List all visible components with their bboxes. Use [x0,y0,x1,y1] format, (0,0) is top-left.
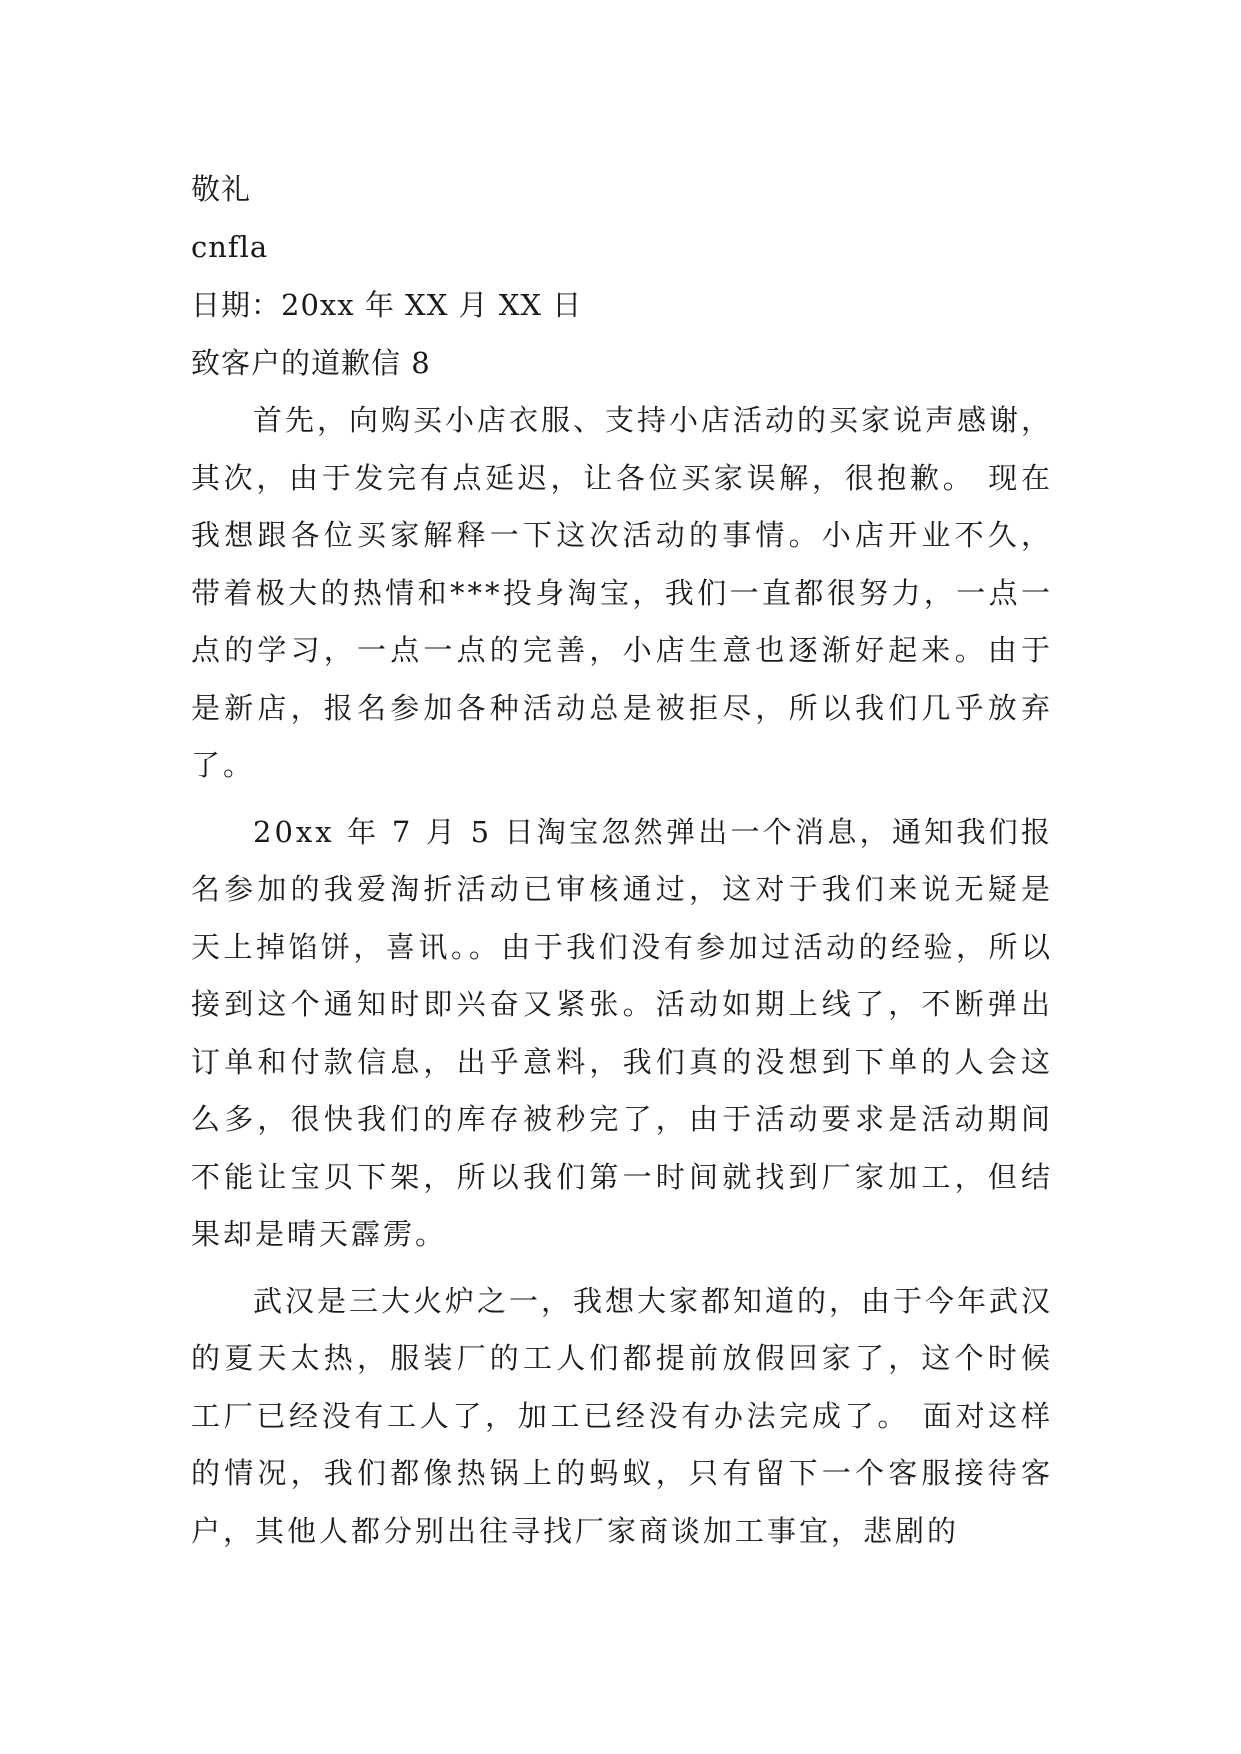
date-line: 日期：20xx 年 XX 月 XX 日 [191,288,583,322]
letter-title: 致客户的道歉信 8 [191,346,431,380]
paragraph-3: 武汉是三大火炉之一，我想大家都知道的，由于今年武汉的夏天太热，服装厂的工人们都提前放假回家了，这个时候工厂已经没有工人了，加工已经没有办法完成了。 面对这样的情况，我们都像热锅上的蚂蚁，只有留下一个客服接待客户，其他人都分别出往寻找厂家商谈加工事宜，悲剧的 [191,1283,1054,1548]
signature: cnfla [191,230,269,264]
paragraph-1: 首先，向购买小店衣服、支持小店活动的买家说声感谢，其次，由于发完有点延迟，让各位买家误解，很抱歉。 现在我想跟各位买家解释一下这次活动的事情。小店开业不久，带着极大的热情和***投身淘宝，我们一直都很努力，一点一点的学习，一点一点的完善，小店生意也逐渐好起来。由于是新店，报名参加各种活动总是被拒尽，所以我们几乎放弃了。 [191,403,1054,782]
paragraph-2: 20xx 年 7 月 5 日淘宝忽然弹出一个消息，通知我们报名参加的我爱淘折活动已审核通过，这对于我们来说无疑是天上掉馅饼，喜讯。。由于我们没有参加过活动的经验，所以接到这个通知时即兴奋又紧张。活动如期上线了，不断弹出订单和付款信息，出乎意料，我们真的没想到下单的人会这么多，很快我们的库存被秒完了，由于活动要求是活动期间不能让宝贝下架，所以我们第一时间就找到厂家加工，但结果却是晴天霹雳。 [191,814,1053,1251]
closing-salutation: 敬礼 [191,172,252,206]
document-body [191,160,1053,1569]
